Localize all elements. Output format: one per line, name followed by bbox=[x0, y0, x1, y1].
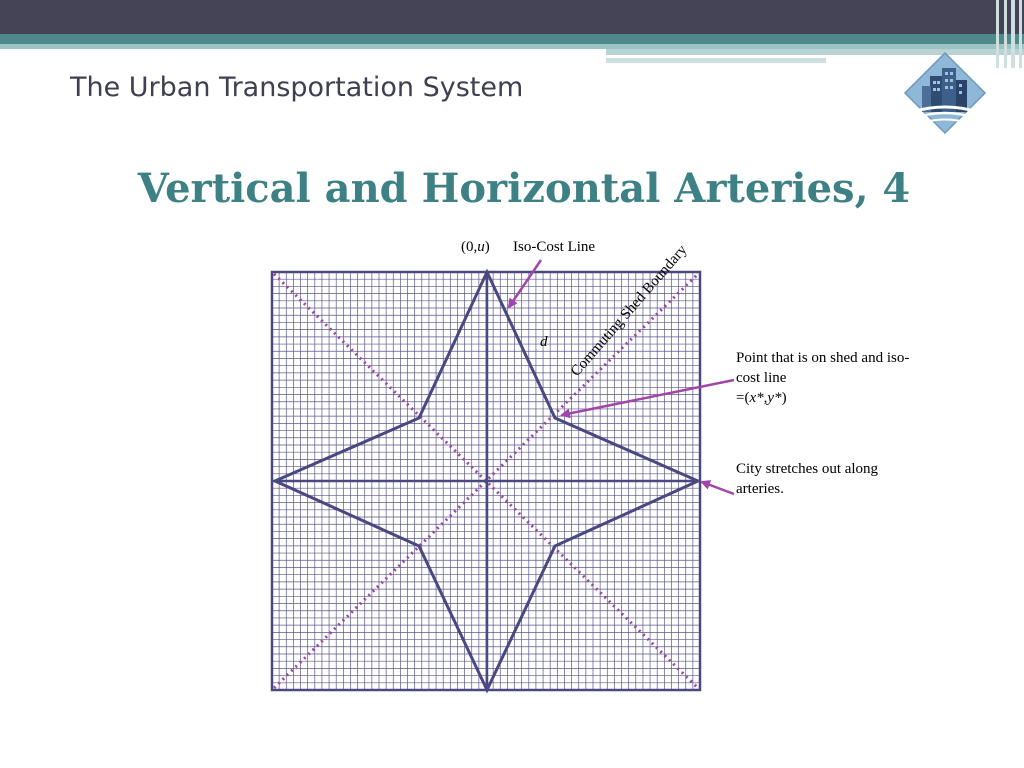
point-note-line-1: Point that is on shed and iso- bbox=[736, 350, 910, 366]
point-note-line-2: cost line bbox=[736, 370, 787, 386]
city-arrow bbox=[702, 482, 734, 494]
point-note-line-3: =(x*,y*) bbox=[736, 390, 787, 406]
city-note-line-1: City stretches out along bbox=[736, 461, 879, 477]
point-note bbox=[736, 348, 976, 408]
shed-boundary-label: Commuting Shed Boundary bbox=[567, 242, 691, 380]
slide-header-title: The Urban Transportation System bbox=[70, 72, 524, 103]
city-note bbox=[736, 459, 976, 499]
point-arrow bbox=[562, 380, 734, 415]
distance-label: d bbox=[540, 334, 548, 350]
origin-label: (0,u) bbox=[461, 239, 490, 255]
slide-title: Vertical and Horizontal Arteries, 4 bbox=[137, 165, 911, 212]
city-note-line-2: arteries. bbox=[736, 481, 784, 497]
iso-cost-label: Iso-Cost Line bbox=[513, 239, 596, 255]
